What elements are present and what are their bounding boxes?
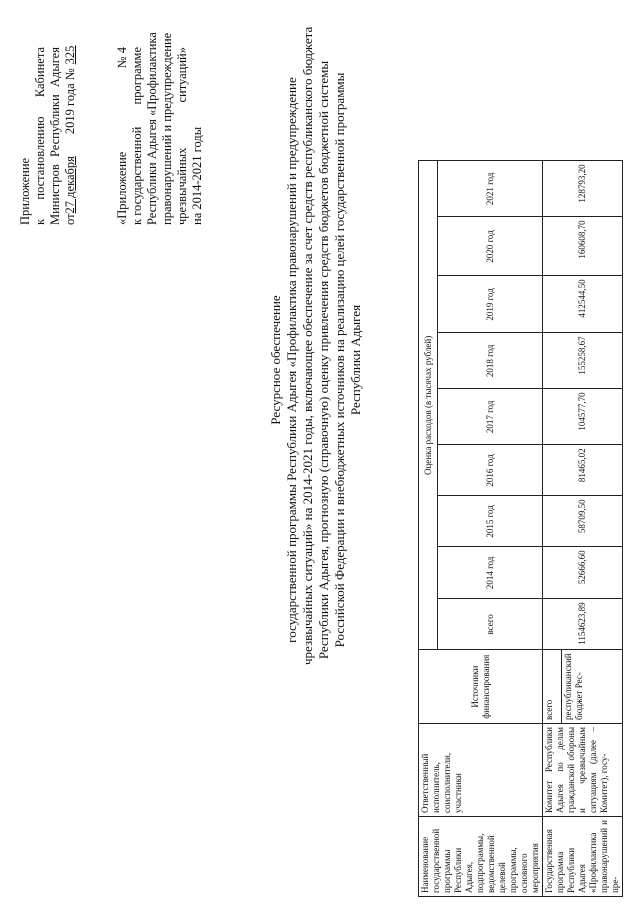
- header-expense-estimate: Оценка расходов (в тысячах рублей): [419, 161, 438, 650]
- header-year: 2016 год: [438, 445, 543, 496]
- appendix-text: чрезвычайных: [175, 147, 189, 225]
- heading-line: чрезвычайных ситуаций» на 2014-2021 годы, включающее обеспечение за счет средств республиканского бюджета: [300, 26, 315, 665]
- value-2015: 58709,50: [543, 496, 623, 547]
- appendix-text: № 4: [115, 47, 129, 69]
- header-program-name: Наименование государственной программы Республики Адыгея, подпрограммы, ведомственной целевой программы, основного мероприятия: [419, 817, 543, 897]
- appendix-text: к государственной: [130, 126, 144, 225]
- decree-year: 2019 года №: [63, 68, 77, 135]
- value-2017: 104577,70: [543, 389, 623, 445]
- header-year: 2017 год: [438, 389, 543, 445]
- row-responsible: Комитет Республики Адыгея по делам гражданской обороны и чрезвычайным ситуациям (далее – Комитет), госу-: [543, 724, 623, 817]
- resource-table: [418, 160, 623, 897]
- header-year: 2014 год: [438, 547, 543, 599]
- value-2020: 160608,70: [543, 217, 623, 276]
- appendix-decree-block: [18, 47, 78, 225]
- document-heading: [268, 26, 364, 665]
- appendix-text: Республики Адыгея «Профилактика: [145, 32, 159, 225]
- header-year: 2018 год: [438, 333, 543, 389]
- value-2016: 81465,02: [543, 445, 623, 496]
- value-2021: 128793,20: [543, 161, 623, 217]
- appendix-text: Республики: [48, 94, 62, 158]
- decree-date: 27 декабря: [63, 156, 77, 214]
- appendix-text: «Приложение: [115, 151, 129, 225]
- appendix-program-block: [115, 32, 205, 225]
- appendix-label: Приложение: [18, 157, 32, 225]
- header-year: 2019 год: [438, 276, 543, 333]
- header-funding-source: Источники финансирования: [419, 650, 543, 724]
- header-total: всего: [438, 599, 543, 650]
- appendix-text: Кабинета: [33, 47, 47, 98]
- appendix-text: от: [63, 213, 77, 225]
- appendix-text: постановлению: [33, 116, 47, 200]
- value-2019: 412544,50: [543, 276, 623, 333]
- heading-line: Российской Федерации и внебюджетных источников на реализацию целей государственной программы: [332, 72, 347, 648]
- heading-line: Республики Адыгея: [348, 304, 363, 416]
- header-year: 2021 год: [438, 161, 543, 217]
- appendix-text: Министров: [48, 164, 62, 225]
- row-source-total: всего: [543, 650, 562, 724]
- header-year: 2020 год: [438, 217, 543, 276]
- heading-title: Ресурсное обеспечение: [268, 295, 283, 425]
- table-header-row: [419, 161, 438, 897]
- header-year: 2015 год: [438, 496, 543, 547]
- appendix-text: Адыгея: [48, 47, 62, 88]
- value-2014: 52666,60: [543, 547, 623, 599]
- row-program-name: Государственная программа Республики Адыгея «Профилактика правонарушений и пре-: [543, 817, 623, 897]
- appendix-text: на 2014-2021 годы: [190, 126, 204, 225]
- value-2018: 155258,67: [543, 333, 623, 389]
- heading-line: государственной программы Республики Адыгея «Профилактика правонарушений и предупреждение: [284, 77, 299, 643]
- appendix-text: программе: [130, 47, 144, 105]
- appendix-text: правонарушений и предупреждение: [160, 32, 174, 225]
- header-responsible: Ответственный исполнитель, соисполнители, участники: [419, 724, 543, 817]
- appendix-text: к: [33, 218, 47, 225]
- decree-number: 325: [63, 45, 77, 65]
- appendix-text: ситуаций»: [175, 47, 189, 103]
- row-source-budget: республиканский бюджет Рес-: [561, 650, 622, 724]
- heading-line: Республики Адыгея, прогнозную (справочную) оценку привлечения средств бюджетов бюджетной системы: [316, 60, 331, 660]
- table-row: [543, 161, 562, 897]
- value-total: 1154623,89: [543, 599, 623, 650]
